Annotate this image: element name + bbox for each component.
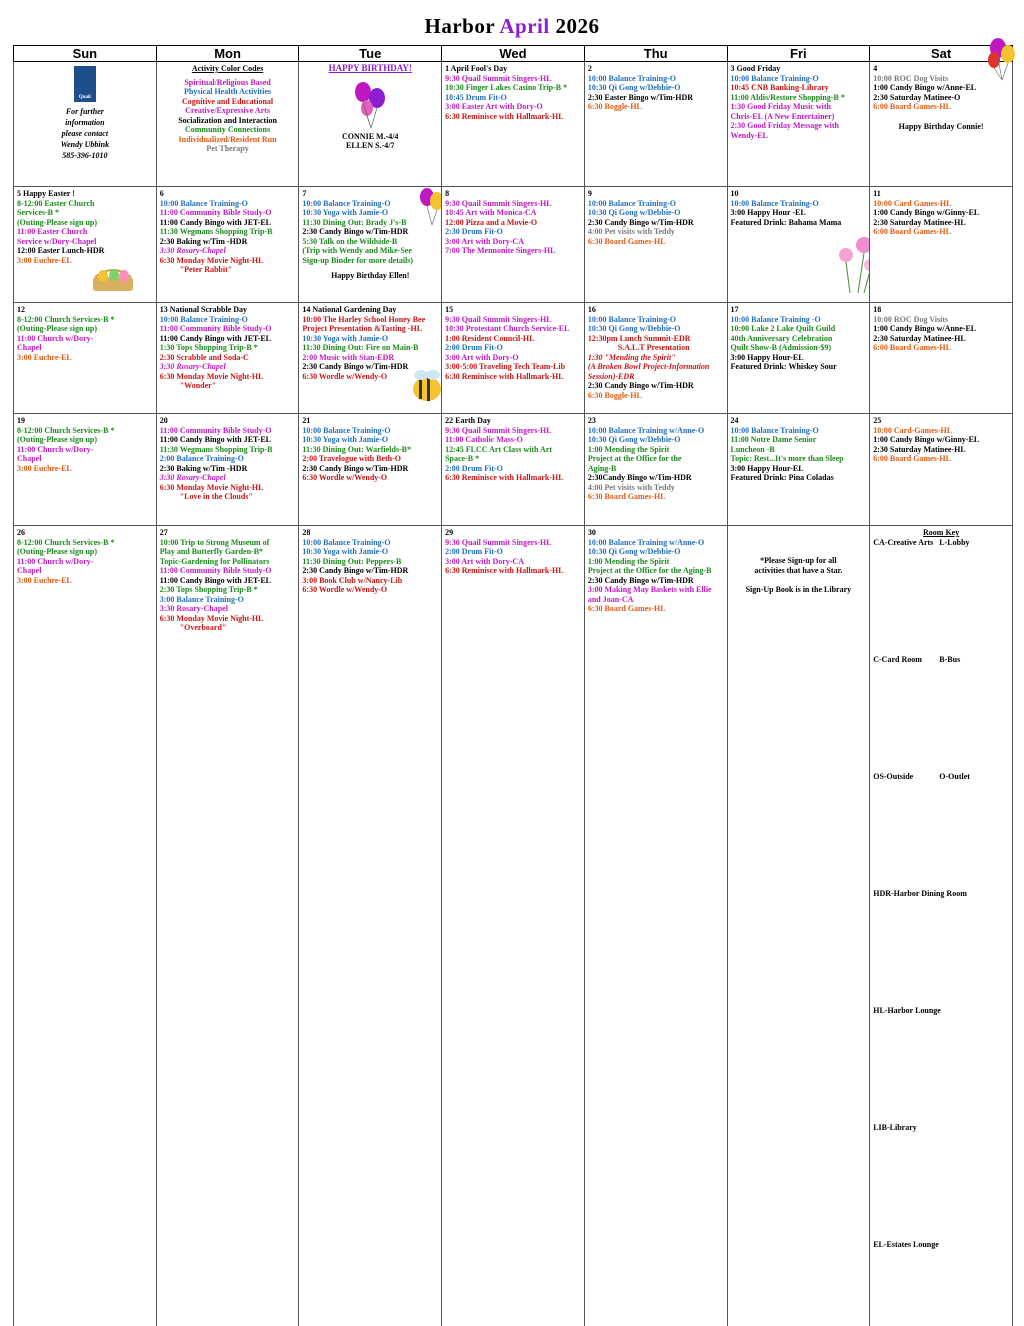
event-line: 17	[731, 305, 867, 315]
event-line: 11:30 Wegmans Shopping Trip-B	[160, 445, 296, 455]
event-line: 2:30Candy Bingo w/Tim-HDR	[588, 473, 724, 483]
month-name: April	[499, 14, 549, 38]
event-line: 2:30 Saturday Matinee-O	[873, 93, 1009, 103]
event-line: 3:00 Making May Baskets with Ellie	[588, 585, 724, 595]
event-line: 6:00 Board Games-HL	[873, 454, 1009, 464]
event-line: 3:00-5:00 Traveling Tech Team-Lib	[445, 362, 581, 372]
event-line: 6:30 Boggle-HL	[588, 102, 724, 112]
day-header-sat: Sat	[870, 46, 1013, 62]
event-line: Project at the Office for the	[588, 454, 724, 464]
event-line: 26	[17, 528, 153, 538]
event-line: 10:30 Finger Lakes Casino Trip-B *	[445, 83, 581, 93]
quail-logo: Quail	[74, 66, 96, 102]
event-line: Service w/Dory-Chapel	[17, 237, 153, 247]
event-line: 1:00 Mending the Spirit	[588, 445, 724, 455]
event-line: Session)-EDR	[588, 372, 724, 382]
event-line: 10:00 Balance Training-O	[302, 199, 438, 209]
color-codes-cell	[156, 62, 299, 187]
day-header-tue: Tue	[299, 46, 442, 62]
event-line: 3:00 Balance Training-O	[160, 595, 296, 605]
event-line: Chapel	[17, 566, 153, 576]
event-line: 2:30 Saturday Matinee-HL	[873, 334, 1009, 344]
event-line: 18	[873, 305, 1009, 315]
event-line: 6:30 Monday Movie Night-HL	[160, 614, 296, 624]
event-line: 10:30 Qi Gong w/Debbie-O	[588, 547, 724, 557]
code-social: Socialization and Interaction	[160, 116, 296, 126]
event-line: 12:00 Easter Lunch-HDR	[17, 246, 153, 256]
event-line: 10:30 Yoga with Jamie-O	[302, 435, 438, 445]
event-line: 10:00 Card Games-HL	[873, 199, 1009, 209]
event-line: 3:00 Art with Dory-O	[445, 353, 581, 363]
event-line: 6:30 Monday Movie Night-HL	[160, 483, 296, 493]
event-line: Quilt Show-B (Admission-$9)	[731, 343, 867, 353]
event-line: 12	[17, 305, 153, 315]
bee-icon	[407, 365, 441, 407]
event-line: 7	[302, 189, 438, 199]
day-cell-26	[14, 526, 157, 1326]
event-line: 10:30 Qi Gong w/Debbie-O	[588, 83, 724, 93]
event-line: 11:00 Notre Dame Senior	[731, 435, 867, 445]
event-line: 28	[302, 528, 438, 538]
room-key-heading: Room Key	[873, 528, 1009, 538]
week-row	[14, 187, 1013, 303]
event-line: Topic: Rest...It's more than Sleep	[731, 454, 867, 464]
event-line: 10:00 Lake 2 Lake Quilt Guild	[731, 324, 867, 334]
event-line: 1:00 Candy Bingo w/Anne-EL	[873, 324, 1009, 334]
day-cell-5	[14, 187, 157, 303]
event-line: 10:00 Card-Games-HL	[873, 426, 1009, 436]
event-line: 8-12:00 Church Services-B *	[17, 538, 153, 548]
event-line: 23	[588, 416, 724, 426]
day-header-sun: Sun	[14, 46, 157, 62]
event-line: Luncheon -B	[731, 445, 867, 455]
year: 2026	[555, 14, 599, 38]
event-line: 3:00 Happy Hour-EL	[731, 464, 867, 474]
event-line: 10:00 The Harley School Honey Bee	[302, 315, 438, 325]
signup-note-cell	[727, 526, 870, 1326]
event-line: 7:00 The Mennonite Singers-HL	[445, 246, 581, 256]
calendar-title	[0, 14, 1024, 39]
event-line: 3:00 Easter Art with Dory-O	[445, 102, 581, 112]
event-line: 6:30 Boggle-HL	[588, 391, 724, 401]
event-line: 10:00 Balance Training-O	[731, 74, 867, 84]
contact-info: For further information please contact Wendy Ubbink 585-396-1010	[17, 106, 153, 161]
day-cell-22	[442, 414, 585, 526]
event-line: 1:00 Candy Bingo w/Ginny-EL	[873, 435, 1009, 445]
event-line: 1:30 Tops Shopping Trip-B *	[160, 343, 296, 353]
event-line: 24	[731, 416, 867, 426]
event-line: 10:00 Balance Training-O	[588, 74, 724, 84]
event-line: 3:00 Euchre-EL	[17, 576, 153, 586]
birthday-cell	[299, 62, 442, 187]
event-line: 10:30 Qi Gong w/Debbie-O	[588, 208, 724, 218]
event-line: 9:30 Quail Summit Singers-HL	[445, 199, 581, 209]
event-line: 10:00 ROC Dog Visits	[873, 74, 1009, 84]
event-line: (A Broken Bowl Project-Information	[588, 362, 724, 372]
event-line: 11:00 Candy Bingo with JET-EL	[160, 576, 296, 586]
event-line: 8-12:00 Easter Church	[17, 199, 153, 209]
event-line: 1:30 Good Friday Music with	[731, 102, 867, 112]
event-line: 4:00 Pet visits with Teddy	[588, 227, 724, 237]
event-line: 10:00 Balance Training w/Anne-O	[588, 426, 724, 436]
event-line: 8-12:00 Church Services-B *	[17, 315, 153, 325]
event-line: 8-12:00 Church Services-B *	[17, 426, 153, 436]
day-cell-20	[156, 414, 299, 526]
info-cell	[14, 62, 157, 187]
week-row	[14, 414, 1013, 526]
event-line: Wendy-EL	[731, 131, 867, 141]
event-line: 3:00 Happy Hour-EL	[731, 353, 867, 363]
event-line: 20	[160, 416, 296, 426]
event-line: "Wonder"	[160, 381, 296, 391]
birthday-heading: HAPPY BIRTHDAY!	[302, 64, 438, 74]
event-line: 11:00 Candy Bingo with JET-EL	[160, 334, 296, 344]
day-header-wed: Wed	[442, 46, 585, 62]
event-line: 6:30 Wordle w/Wendy-O	[302, 473, 438, 483]
event-line: 3:30 Rosary-Chapel	[160, 473, 296, 483]
event-line: 10:00 Balance Training w/Anne-O	[588, 538, 724, 548]
event-line: 13 National Scrabble Day	[160, 305, 296, 315]
event-line: 10:30 Yoga with Jamie-O	[302, 334, 438, 344]
event-line: 3:30 Rosary-Chapel	[160, 362, 296, 372]
event-line: 6:30 Wordle w/Wendy-O	[302, 585, 438, 595]
event-line: 1 April Fool's Day	[445, 64, 581, 74]
event-line: 2:00 Drum Fit-O	[445, 343, 581, 353]
event-line: 10:00 Balance Training-O	[160, 199, 296, 209]
event-line: 10:00 Balance Training-O	[731, 199, 867, 209]
day-cell-16	[584, 303, 727, 414]
event-line: (Outing-Please sign up)	[17, 435, 153, 445]
event-line: 3:30 Rosary-Chapel	[160, 604, 296, 614]
code-physical: Physical Health Activities	[160, 87, 296, 97]
event-line: 3:30 Rosary-Chapel	[160, 246, 296, 256]
event-line: 10:30 Yoga with Jamie-O	[302, 547, 438, 557]
event-line: Topic-Gardening for Pollinators	[160, 557, 296, 567]
event-line: Sign-up Binder for more details)	[302, 256, 438, 266]
event-line: 4:00 Pet visits with Teddy	[588, 483, 724, 493]
event-line: 10:00 Balance Training-O	[302, 538, 438, 548]
day-cell-21	[299, 414, 442, 526]
day-cell-14	[299, 303, 442, 414]
event-line: 2:30 Candy Bingo w/Tim-HDR	[302, 227, 438, 237]
day-cell-6	[156, 187, 299, 303]
event-line: 40th Anniversary Celebration	[731, 334, 867, 344]
event-line: 10:00 Balance Training -O	[731, 315, 867, 325]
day-cell-12	[14, 303, 157, 414]
event-line: 10:00 Balance Training-O	[160, 315, 296, 325]
event-line: 2:00 Travelogue with Beth-O	[302, 454, 438, 464]
event-line: "Peter Rabbit"	[160, 265, 296, 275]
event-line: 10:00 Trip to Strong Museum of	[160, 538, 296, 548]
event-line: 10	[731, 189, 867, 199]
event-line: 3:00 Art with Dory-CA	[445, 237, 581, 247]
event-line: Happy Birthday Connie!	[873, 122, 1009, 132]
code-community: Community Connections	[160, 125, 296, 135]
day-cell-27	[156, 526, 299, 1326]
signup-note: *Please Sign-up for all	[731, 556, 867, 566]
event-line: 11	[873, 189, 1009, 199]
event-line: 6:00 Board Games-HL	[873, 227, 1009, 237]
day-cell-8	[442, 187, 585, 303]
event-line: Happy Birthday Ellen!	[302, 271, 438, 281]
event-line: 3:00 Euchre-EL	[17, 464, 153, 474]
event-line: 6:30 Monday Movie Night-HL	[160, 372, 296, 382]
event-line: "Love in the Clouds"	[160, 492, 296, 502]
event-line: 6:00 Board Games-HL	[873, 102, 1009, 112]
code-individual: Individualized/Resident Run	[160, 135, 296, 145]
location-name: Harbor	[425, 14, 495, 38]
event-line: 1:00 Resident Council-HL	[445, 334, 581, 344]
event-line: 2:30 Candy Bingo w/Tim-HDR	[588, 381, 724, 391]
event-line: 2:30 Drum Fit-O	[445, 227, 581, 237]
event-line: 10:00 Balance Training-O	[302, 426, 438, 436]
event-line: 2:30 Candy Bingo w/Tim-HDR	[588, 218, 724, 228]
event-line: Project at the Office for the Aging-B	[588, 566, 724, 576]
event-line: 5 Happy Easter !	[17, 189, 153, 199]
event-line: 3:00 Euchre-EL	[17, 353, 153, 363]
event-line: Play and Butterfly Garden-B*	[160, 547, 296, 557]
event-line: 3 Good Friday	[731, 64, 867, 74]
event-line: Featured Drink: Bahama Mama	[731, 218, 867, 228]
event-line: 6:30 Board Games-HL	[588, 604, 724, 614]
event-line: Featured Drink: Pina Coladas	[731, 473, 867, 483]
event-line: 10:00 Balance Training-O	[731, 426, 867, 436]
event-line: 16	[588, 305, 724, 315]
day-cell-23	[584, 414, 727, 526]
event-line: 10:30 Qi Gong w/Debbie-O	[588, 435, 724, 445]
easter-basket-icon	[89, 263, 137, 293]
room-key-cell	[870, 526, 1013, 1326]
day-cell-9	[584, 187, 727, 303]
event-line: (Outing-Please sign up)	[17, 324, 153, 334]
weekday-header-row	[14, 46, 1013, 62]
event-line: 6:30 Wordle w/Wendy-O	[302, 372, 438, 382]
event-line: 10:45 Art with Monica-CA	[445, 208, 581, 218]
balloons-icon	[986, 38, 1020, 82]
event-line: 19	[17, 416, 153, 426]
event-line: 2:00 Music with Stan-EDR	[302, 353, 438, 363]
event-line: 1:00 Mending the Spirit	[588, 557, 724, 567]
day-cell-2	[584, 62, 727, 187]
event-line: 25	[873, 416, 1009, 426]
event-line: (Outing-Please sign up)	[17, 218, 153, 228]
event-line: 3:00 Art with Dory-CA	[445, 557, 581, 567]
event-line: 11:00 Community Bible Study-O	[160, 566, 296, 576]
event-line: Project Presentation &Tasting -HL	[302, 324, 438, 334]
event-line: 2:30 Good Friday Message with	[731, 121, 867, 131]
event-line: 9:30 Quail Summit Singers-HL	[445, 538, 581, 548]
event-line: 11:00 Catholic Mass-O	[445, 435, 581, 445]
event-line: Space-B *	[445, 454, 581, 464]
event-line: 2	[588, 64, 724, 74]
event-line: 6:30 Reminisce with Hallmark-HL	[445, 473, 581, 483]
day-cell-18	[870, 303, 1013, 414]
event-line: and Joan-CA	[588, 595, 724, 605]
day-cell-10	[727, 187, 870, 303]
event-line: 12:00 Pizza and a Movie-O	[445, 218, 581, 228]
day-cell-24	[727, 414, 870, 526]
event-line: 2:30 Baking w/Tim -HDR	[160, 237, 296, 247]
event-line: 2:30 Candy Bingo w/Tim-HDR	[302, 464, 438, 474]
event-line: 11:30 Dining Out: Peppers-B	[302, 557, 438, 567]
balloons-icon	[351, 78, 391, 130]
event-line: 5:30 Talk on the Wildside-B	[302, 237, 438, 247]
event-line: 11:30 Dining Out: Fire on Main-B	[302, 343, 438, 353]
event-line: 11:30 Dining Out: Warfields-B*	[302, 445, 438, 455]
day-cell-13	[156, 303, 299, 414]
event-line: 2:00 Drum Fit-O	[445, 547, 581, 557]
event-line: 11:00 Easter Church	[17, 227, 153, 237]
week-row	[14, 303, 1013, 414]
event-line: 6:30 Monday Movie Night-HL	[160, 256, 296, 266]
day-header-thu: Thu	[584, 46, 727, 62]
event-line: Chapel	[17, 343, 153, 353]
flowers-icon	[836, 235, 870, 293]
event-line: 11:30 Dining Out: Brady J's-B	[302, 218, 438, 228]
event-line: 12:30pm Lunch Summit-EDR	[588, 334, 724, 344]
event-line: 11:00 Church w/Dory-	[17, 334, 153, 344]
code-cognitive: Cognitive and Educational	[160, 97, 296, 107]
event-line: (Outing-Please sign up)	[17, 547, 153, 557]
balloons-icon	[417, 187, 441, 227]
event-line: 14 National Gardening Day	[302, 305, 438, 315]
event-line: 6:30 Reminisce with Hallmark-HL	[445, 566, 581, 576]
event-line: (Trip with Wendy and Mike-See	[302, 246, 438, 256]
birthday-name: ELLEN S.-4/7	[302, 141, 438, 151]
week-row	[14, 62, 1013, 187]
event-line: 2:30 Saturday Matinee-HL	[873, 218, 1009, 228]
event-line: 6:30 Board Games-HL	[588, 237, 724, 247]
event-line: 2:30 Saturday Matinee-HL	[873, 445, 1009, 455]
event-line: 9:30 Quail Summit Singers-HL	[445, 74, 581, 84]
day-cell-19	[14, 414, 157, 526]
event-line: 15	[445, 305, 581, 315]
event-line: Aging-B	[588, 464, 724, 474]
event-line: 22 Earth Day	[445, 416, 581, 426]
event-line: S.A.L.T Presentation	[588, 343, 724, 353]
event-line: 2:30 Candy Bingo w/Tim-HDR	[302, 566, 438, 576]
day-cell-29	[442, 526, 585, 1326]
room-key-table: CA-Creative Arts L-Lobby C-Card Room B-Bus OS-Outside O-Outlet HDR-Harbor Dining Room HL-Harbor Lounge LIB-Library EL-Estates Lounge	[873, 538, 970, 1326]
event-line: 6:00 Board Games-HL	[873, 343, 1009, 353]
event-line: 1:00 Candy Bingo w/Anne-EL	[873, 83, 1009, 93]
event-line: 2:30 Tops Shopping Trip-B *	[160, 585, 296, 595]
event-line: 6:30 Board Games-HL	[588, 492, 724, 502]
event-line: 11:00 Community Bible Study-O	[160, 324, 296, 334]
calendar-grid	[13, 45, 1013, 1326]
event-line: 11:00 Church w/Dory-	[17, 557, 153, 567]
day-cell-15	[442, 303, 585, 414]
event-line: Chris-EL (A New Entertainer)	[731, 112, 867, 122]
day-cell-25	[870, 414, 1013, 526]
day-cell-7	[299, 187, 442, 303]
day-cell-28	[299, 526, 442, 1326]
day-cell-3	[727, 62, 870, 187]
event-line: 2:00 Drum Fit-O	[445, 464, 581, 474]
event-line: 10:00 Balance Training-O	[588, 315, 724, 325]
event-line: 30	[588, 528, 724, 538]
event-line: "Overboard"	[160, 623, 296, 633]
event-line: 10:00 Balance Training-O	[588, 199, 724, 209]
signup-note: activities that have a Star.	[731, 566, 867, 576]
week-row	[14, 526, 1013, 1326]
event-line: 6:30 Reminisce with Hallmark-HL	[445, 372, 581, 382]
event-line: 10:45 CNB Banking-Library	[731, 83, 867, 93]
day-cell-11	[870, 187, 1013, 303]
event-line: 2:00 Balance Training-O	[160, 454, 296, 464]
event-line: 2:30 Baking w/Tim -HDR	[160, 464, 296, 474]
event-line: 9:30 Quail Summit Singers-HL	[445, 426, 581, 436]
event-line: 10:45 Drum Fit-O	[445, 93, 581, 103]
event-line: 21	[302, 416, 438, 426]
code-pet: Pet Therapy	[160, 144, 296, 154]
event-line: 4	[873, 64, 1009, 74]
event-line: 6:30 Reminisce with Hallmark-HL	[445, 112, 581, 122]
event-line: 8	[445, 189, 581, 199]
event-line: 10:30 Protestant Church Service-EL	[445, 324, 581, 334]
event-line: 11:00 Candy Bingo with JET-EL	[160, 218, 296, 228]
event-line: 3:00 Euchre-EL	[17, 256, 153, 266]
signup-location: Sign-Up Book is in the Library	[731, 585, 867, 595]
code-spiritual: Spiritual/Religious Based	[160, 78, 296, 88]
event-line: 1:00 Candy Bingo w/Ginny-EL	[873, 208, 1009, 218]
event-line: 11:00 Aldis/Restore Shopping-B *	[731, 93, 867, 103]
event-line: 9:30 Quail Summit Singers-HL	[445, 315, 581, 325]
birthday-name: CONNIE M.-4/4	[302, 132, 438, 142]
event-line: 2:30 Candy Bingo w/Tim-HDR	[302, 362, 438, 372]
event-line: 10:00 ROC Dog Visits	[873, 315, 1009, 325]
event-line: 10:30 Yoga with Jamie-O	[302, 208, 438, 218]
event-line: 27	[160, 528, 296, 538]
event-line: 11:00 Community Bible Study-O	[160, 208, 296, 218]
event-line: Services-B *	[17, 208, 153, 218]
event-line: 6	[160, 189, 296, 199]
event-line: 1:30 "Mending the Spirit"	[588, 353, 724, 363]
event-line: 11:00 Church w/Dory-	[17, 445, 153, 455]
event-line: 3:00 Happy Hour -EL	[731, 208, 867, 218]
event-line: Featured Drink: Whiskey Sour	[731, 362, 867, 372]
day-cell-30	[584, 526, 727, 1326]
day-header-mon: Mon	[156, 46, 299, 62]
event-line: 11:00 Community Bible Study-O	[160, 426, 296, 436]
event-line: 2:30 Candy Bingo w/Tim-HDR	[588, 576, 724, 586]
day-header-fri: Fri	[727, 46, 870, 62]
event-line: 12:45 FLCC Art Class with Art	[445, 445, 581, 455]
code-creative: Creative/Expressive Arts	[160, 106, 296, 116]
day-cell-1	[442, 62, 585, 187]
event-line: 29	[445, 528, 581, 538]
event-line: 2:30 Scrabble and Soda-C	[160, 353, 296, 363]
event-line: 11:30 Wegmans Shopping Trip-B	[160, 227, 296, 237]
event-line: 3:00 Book Club w/Nancy-Lib	[302, 576, 438, 586]
event-line: 9	[588, 189, 724, 199]
event-line: 11:00 Candy Bingo with JET-EL	[160, 435, 296, 445]
day-cell-17	[727, 303, 870, 414]
event-line: Chapel	[17, 454, 153, 464]
event-line: 10:30 Qi Gong w/Debbie-O	[588, 324, 724, 334]
color-codes-heading: Activity Color Codes	[160, 64, 296, 74]
event-line: 2:30 Easter Bingo w/Tim-HDR	[588, 93, 724, 103]
